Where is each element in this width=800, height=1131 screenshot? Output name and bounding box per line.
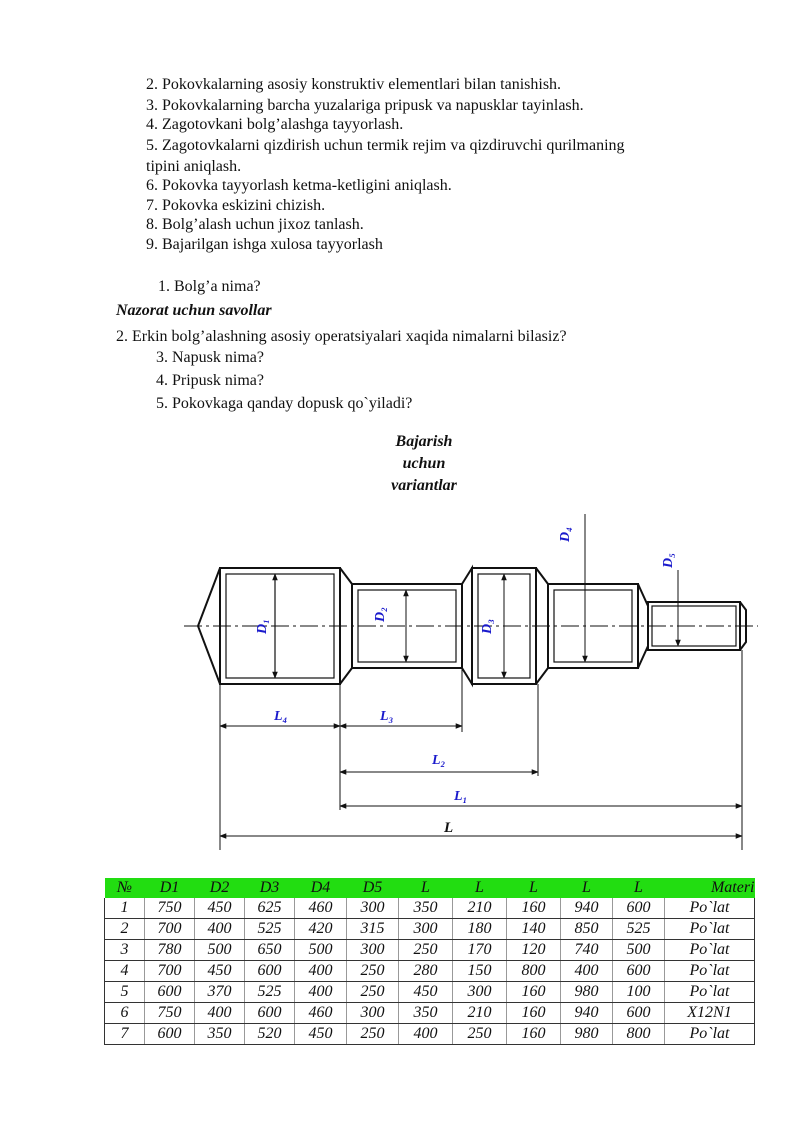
table-cell: Po`lat: [665, 1024, 755, 1045]
table-cell: 6: [105, 1003, 145, 1024]
table-cell: 140: [507, 919, 561, 940]
table-cell: 100: [613, 982, 665, 1003]
table-cell: 600: [145, 1024, 195, 1045]
table-cell: 400: [295, 982, 347, 1003]
table-cell: 740: [561, 940, 613, 961]
table-row: [105, 919, 755, 940]
table-cell: 800: [507, 961, 561, 982]
table-cell: 5: [105, 982, 145, 1003]
table-cell: 160: [507, 982, 561, 1003]
table-cell: 180: [453, 919, 507, 940]
table-cell: 980: [561, 982, 613, 1003]
table-cell: 450: [295, 1024, 347, 1045]
table-cell: 400: [295, 961, 347, 982]
step-9: 9. Bajarilgan ishga xulosa tayyorlash: [146, 236, 383, 253]
label-l4: L₄: [274, 709, 288, 724]
label-l3: L₃: [380, 709, 394, 724]
question-1: 1. Bolg’a nima?: [158, 278, 261, 295]
table-row: [105, 982, 755, 1003]
table-cell: 450: [399, 982, 453, 1003]
header-d5: D5: [347, 878, 399, 898]
table-cell: 3: [105, 940, 145, 961]
question-5: 5. Pokovkaga qanday dopusk qo`yiladi?: [156, 395, 413, 412]
step-3: 3. Pokovkalarning barcha yuzalariga pripusk va napusklar tayinlash.: [146, 97, 584, 114]
variants-table: [104, 878, 755, 1045]
step-6: 6. Pokovka tayyorlash ketma-ketligini aniqlash.: [146, 177, 452, 194]
table-body: [105, 898, 755, 1045]
table-cell: 150: [453, 961, 507, 982]
table-cell: 250: [347, 1024, 399, 1045]
label-d1: D₁: [255, 619, 270, 634]
step-4: 4. Zagotovkani bolg’alashga tayyorlash.: [146, 116, 404, 133]
table-cell: 750: [145, 1003, 195, 1024]
table-cell: 525: [245, 919, 295, 940]
table-cell: 7: [105, 1024, 145, 1045]
table-cell: 600: [613, 1003, 665, 1024]
table-cell: 1: [105, 898, 145, 919]
table-cell: Po`lat: [665, 982, 755, 1003]
table-cell: 350: [399, 898, 453, 919]
header-d4: D4: [295, 878, 347, 898]
table-cell: 525: [613, 919, 665, 940]
header-l: L: [613, 878, 665, 898]
variants-heading-3: variantlar: [391, 477, 457, 494]
table-cell: 520: [245, 1024, 295, 1045]
table-cell: 400: [195, 1003, 245, 1024]
table-cell: 400: [399, 1024, 453, 1045]
table-cell: 2: [105, 919, 145, 940]
header-material: Materi: [665, 878, 755, 898]
question-3: 3. Napusk nima?: [156, 349, 264, 366]
step-7: 7. Pokovka eskizini chizish.: [146, 197, 326, 214]
table-cell: 170: [453, 940, 507, 961]
table-cell: 500: [295, 940, 347, 961]
table-cell: 160: [507, 898, 561, 919]
table-row: [105, 961, 755, 982]
table-cell: 600: [145, 982, 195, 1003]
header-d2: D2: [195, 878, 245, 898]
table-cell: 750: [145, 898, 195, 919]
table-cell: 650: [245, 940, 295, 961]
table-cell: 4: [105, 961, 145, 982]
table-cell: 450: [195, 898, 245, 919]
table-cell: 250: [399, 940, 453, 961]
label-l1: L₁: [454, 789, 468, 804]
table-cell: 280: [399, 961, 453, 982]
header-d1: D1: [145, 878, 195, 898]
table-cell: 210: [453, 1003, 507, 1024]
table-cell: 525: [245, 982, 295, 1003]
label-d2: D₂: [373, 607, 388, 622]
table-cell: 780: [145, 940, 195, 961]
table-row: [105, 1024, 755, 1045]
table-cell: 600: [613, 898, 665, 919]
table-cell: 600: [245, 961, 295, 982]
table-cell: 460: [295, 898, 347, 919]
table-cell: 600: [245, 1003, 295, 1024]
table-cell: 460: [295, 1003, 347, 1024]
table-cell: 300: [453, 982, 507, 1003]
label-d5: D₅: [661, 553, 676, 568]
table-cell: 160: [507, 1003, 561, 1024]
table-cell: 940: [561, 898, 613, 919]
table-cell: 250: [453, 1024, 507, 1045]
table-cell: 450: [195, 961, 245, 982]
table-cell: Po`lat: [665, 919, 755, 940]
table-cell: 300: [347, 898, 399, 919]
table-cell: 420: [295, 919, 347, 940]
table-cell: 300: [347, 1003, 399, 1024]
header-l: L: [561, 878, 613, 898]
step-2: 2. Pokovkalarning asosiy konstruktiv elementlari bilan tanishish.: [146, 76, 562, 93]
table-cell: Po`lat: [665, 961, 755, 982]
header-l: L: [507, 878, 561, 898]
table-cell: 250: [347, 961, 399, 982]
table-row: [105, 1003, 755, 1024]
table-cell: 350: [195, 1024, 245, 1045]
variants-heading-2: uchun: [402, 455, 446, 472]
table-header: [105, 878, 755, 898]
table-cell: 625: [245, 898, 295, 919]
question-4: 4. Pripusk nima?: [156, 372, 264, 389]
table-cell: 700: [145, 919, 195, 940]
table-cell: 700: [145, 961, 195, 982]
step-8: 8. Bolg’alash uchun jixoz tanlash.: [146, 216, 364, 233]
header-l: L: [399, 878, 453, 898]
table-row: [105, 940, 755, 961]
table-row: [105, 898, 755, 919]
table-cell: 300: [399, 919, 453, 940]
table-cell: 350: [399, 1003, 453, 1024]
header-l: L: [453, 878, 507, 898]
table-cell: 160: [507, 1024, 561, 1045]
table-cell: 850: [561, 919, 613, 940]
label-d4: D₄: [558, 527, 573, 542]
step-5: 5. Zagotovkalarni qizdirish uchun termik rejim va qizdiruvchi qurilmaning: [146, 137, 625, 154]
table-cell: 400: [195, 919, 245, 940]
table-cell: 500: [613, 940, 665, 961]
table-cell: 315: [347, 919, 399, 940]
question-2: 2. Erkin bolg’alashning asosiy operatsiyalari xaqida nimalarni bilasiz?: [116, 328, 567, 345]
table-cell: 120: [507, 940, 561, 961]
table-cell: Po`lat: [665, 940, 755, 961]
table-cell: Po`lat: [665, 898, 755, 919]
step-5-cont: tipini aniqlash.: [146, 158, 242, 175]
header-no: №: [105, 878, 145, 898]
header-d3: D3: [245, 878, 295, 898]
table-cell: 940: [561, 1003, 613, 1024]
label-l2: L₂: [432, 753, 446, 768]
table-cell: 600: [613, 961, 665, 982]
table-cell: 500: [195, 940, 245, 961]
table-cell: 400: [561, 961, 613, 982]
table-cell: 980: [561, 1024, 613, 1045]
questions-heading: Nazorat uchun savollar: [116, 302, 272, 319]
label-l: L: [444, 820, 454, 836]
table-cell: 250: [347, 982, 399, 1003]
variants-heading-1: Bajarish: [395, 433, 453, 450]
label-d3: D₃: [480, 619, 495, 634]
table-cell: 800: [613, 1024, 665, 1045]
table-cell: 300: [347, 940, 399, 961]
shaft-drawing: [180, 510, 780, 860]
table-cell: 370: [195, 982, 245, 1003]
table-cell: 210: [453, 898, 507, 919]
table-cell: X12N1: [665, 1003, 755, 1024]
